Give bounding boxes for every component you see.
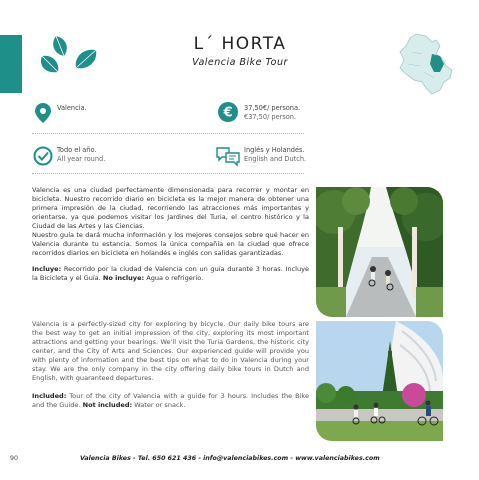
price-es: 37,50€/ persona. [244, 104, 301, 112]
price-info [244, 104, 300, 122]
divider [32, 173, 304, 174]
not-includes-es-text: Agua o refrigerio. [144, 273, 204, 282]
leaf-logo-icon [36, 34, 102, 82]
languages-en: English and Dutch. [244, 155, 307, 163]
includes-en [32, 392, 309, 410]
not-includes-es-label: No incluye: [102, 273, 145, 282]
valencia-map-icon [396, 32, 458, 96]
location-text: Valencia. [57, 104, 87, 112]
includes-en-label: Included: [32, 391, 67, 400]
languages-info [244, 146, 306, 164]
photo-city-of-arts [316, 321, 443, 441]
footer-contact: Valencia Bikes - Tel. 650 621 436 - info@valenciabikes.com - www.valenciabikes.com [80, 455, 380, 462]
description-es [32, 186, 309, 283]
divider [32, 133, 304, 134]
schedule-en: All year round. [57, 155, 106, 163]
description-es-p2: Nuestro guía te dará mucha información y los mejores consejos sobre qué hacer en Valencia durante tu estancia. Somos la única compañía en la ciudad que ofrece recorridos diarios en bicicleta en holandés e inglés con salidas garantizadas. [32, 230, 309, 257]
not-includes-en-label: Not included: [82, 400, 133, 409]
includes-es-text: Recorrido por la ciudad de Valencia con un guía durante 3 horas. Incluye la Bicicleta y el Guía. [32, 264, 309, 282]
map-pin-icon [33, 102, 53, 124]
not-includes-en-text: Water or snack. [132, 400, 186, 409]
description-en-p1: Valencia is a perfectly-sized city for exploring by bicycle. Our daily bike tours are the best way to get an initial impression of the city, exploring its most important attractions and getting your bearings. We'll visit the Turia Gardens, the historic city center, and the City of Arts and Sciences. Our experienced guide will provide you with plenty of information and the best tips on what to do in Valencia during your stay. We are the only company in the city offering daily bike tours in Dutch and English, with guaranteed departures. [32, 320, 309, 382]
accent-bar [0, 35, 22, 93]
description-en [32, 320, 309, 410]
description-es-p1: Valencia es una ciudad perfectamente dimensionada para recorrer y montar en bicicleta. Nuestro recorrido diario en bicicleta es la mejor manera de obtener una primera impresión de la ciudad, recorriendo las atracciones más importantes y orientarse, ya que podemos visitar los Jardines del Turia, el centro histórico y la Ciudad de las Artes y las Ciencias. [32, 186, 309, 230]
check-circle-icon [33, 146, 53, 166]
tour-subtitle: Valencia Bike Tour [192, 57, 288, 68]
includes-es [32, 265, 309, 283]
includes-es-label: Incluye: [32, 264, 62, 273]
page-number: 90 [10, 455, 19, 462]
photo-city-of-arts-image [316, 321, 443, 441]
tour-title: L´ HORTA [193, 34, 287, 54]
svg-text:€: € [223, 105, 233, 121]
photo-turia-gardens [316, 187, 443, 317]
euro-icon [217, 101, 239, 123]
schedule-es: Todo el año. [57, 146, 97, 154]
photo-turia-gardens-image [316, 187, 443, 317]
schedule-info [57, 146, 105, 164]
speech-bubbles-icon [215, 145, 241, 167]
price-en: €37,50/ person. [244, 113, 297, 121]
includes-en-text: Tour of the city of Valencia with a guide for 3 hours. Includes the Bike and the Guide. [32, 391, 309, 409]
languages-es: Inglés y Holandés. [244, 146, 305, 154]
